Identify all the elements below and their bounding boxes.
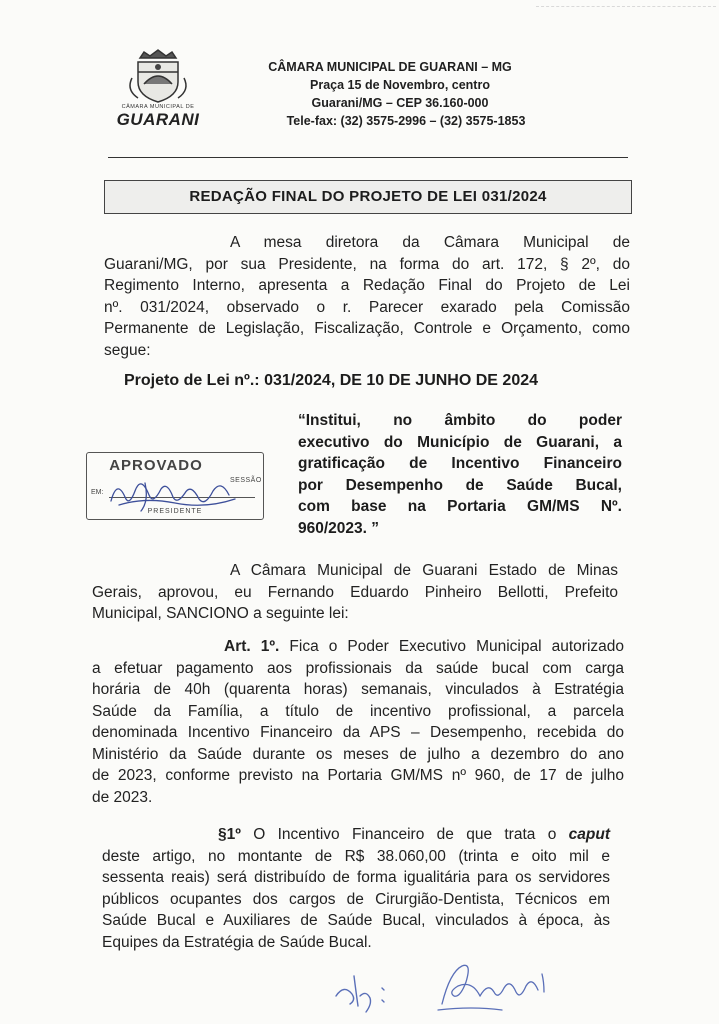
paragraph-line: deste artigo, no montante de R$ 38.060,00 (trinta e oito mil e: [102, 847, 610, 865]
intro-line: nº. 031/2024, observado o r. Parecer exarado pela Comissão: [104, 298, 630, 316]
summary-line: “Institui, no âmbito do poder: [298, 412, 622, 429]
document-title-box: [104, 180, 632, 214]
article-line: de 2023, conforme previsto na Portaria GM/MS nº 960, de 17 de julho: [92, 767, 624, 784]
intro-paragraph: [104, 232, 630, 361]
letterhead-line-phone: Tele-fax: (32) 3575-2996 – (32) 3575-1853: [286, 114, 526, 128]
scan-fold-mark: [536, 6, 716, 8]
article-1-first-line: [92, 636, 624, 658]
intro-line: Regimento Interno, apresenta a Redação Final do Projeto de Lei: [104, 277, 630, 294]
article-1-text: Fica o Poder Executivo Municipal autorizado: [289, 638, 624, 655]
stamp-session-label: SESSÃO: [230, 477, 262, 484]
paragraph-1-text: O Incentivo Financeiro de que trata o: [253, 826, 557, 843]
caput-term: caput: [568, 826, 611, 843]
preamble-line: A Câmara Municipal de Guarani Estado de Minas: [230, 562, 618, 579]
logo-caption: CÂMARA MUNICIPAL DE: [121, 104, 195, 110]
intro-line: A mesa diretora da Câmara Municipal de: [230, 234, 630, 251]
initials-signature-left: [330, 966, 420, 1016]
preamble-paragraph: [92, 560, 618, 625]
letterhead-line-institution: CÂMARA MUNICIPAL DE GUARANI – MG: [268, 60, 512, 74]
stamp-date-label: EM:: [91, 489, 104, 496]
summary-line: gratificação de Incentivo Financeiro: [298, 455, 622, 472]
initials-signature-right: [432, 952, 572, 1018]
stamp-title: APROVADO: [109, 457, 203, 474]
summary-line: 960/2023. ”: [298, 519, 380, 537]
article-line: Saúde da Família, a título de incentivo profissional, a parcela: [92, 702, 624, 720]
article-line: horária de 40h (quarenta horas) semanais, vinculados à Estratégia: [92, 681, 624, 698]
paragraph-1-first-line: [102, 824, 610, 846]
article-1: [92, 636, 624, 808]
letterhead: [240, 58, 560, 130]
article-1-label: Art. 1º.: [224, 638, 280, 655]
paragraph-line: Equipes da Estratégia de Saúde Bucal.: [102, 933, 372, 951]
document-title: REDAÇÃO FINAL DO PROJETO DE LEI 031/2024: [189, 188, 547, 205]
paragraph-1-label: §1º: [218, 826, 241, 843]
article-line: denominada Incentivo Financeiro da APS – Desempenho, recebida do: [92, 724, 624, 741]
intro-line: Guarani/MG, por sua Presidente, na forma do art. 172, § 2º, do: [104, 255, 630, 273]
letterhead-line-city: Guarani/MG – CEP 36.160-000: [311, 96, 489, 110]
paragraph-1: [102, 824, 610, 953]
stamp-president-label: PRESIDENTE: [147, 508, 203, 515]
preamble-line: Gerais, aprovou, eu Fernando Eduardo Pinheiro Bellotti, Prefeito: [92, 583, 618, 601]
bill-heading: Projeto de Lei nº.: 031/2024, DE 10 DE JUNHO DE 2024: [124, 372, 539, 389]
paragraph-line: sessenta reais) será distribuído de forma igualitária para os servidores: [102, 869, 610, 886]
paragraph-line: Saúde Bucal e Auxiliares de Saúde Bucal, vinculados à época, às: [102, 912, 610, 929]
article-line: Ministério da Saúde durante os meses de julho a dezembro do ano: [92, 745, 624, 763]
stamp-handwritten-signature: [105, 471, 245, 515]
logo-name: GUARANI: [116, 110, 200, 129]
summary-line: por Desempenho de Saúde Bucal,: [298, 476, 622, 494]
summary-line: com base na Portaria GM/MS Nº.: [298, 498, 622, 515]
bill-summary: [298, 410, 622, 539]
article-line: a efetuar pagamento aos profissionais da saúde bucal com carga: [92, 659, 624, 677]
paragraph-line: públicos ocupantes dos cargos de Cirurgião-Dentista, Técnicos em: [102, 890, 610, 908]
preamble-line: Municipal, SANCIONO a seguinte lei:: [92, 605, 349, 622]
letterhead-line-address: Praça 15 de Novembro, centro: [310, 78, 490, 92]
approval-stamp: [86, 452, 264, 520]
article-line: de 2023.: [92, 788, 153, 806]
intro-line: segue:: [104, 341, 151, 359]
summary-line: executivo do Município de Guarani, a: [298, 433, 622, 451]
intro-line: Permanente de Legislação, Fiscalização, Controle e Orçamento, como: [104, 320, 630, 337]
header-divider: [108, 157, 628, 158]
